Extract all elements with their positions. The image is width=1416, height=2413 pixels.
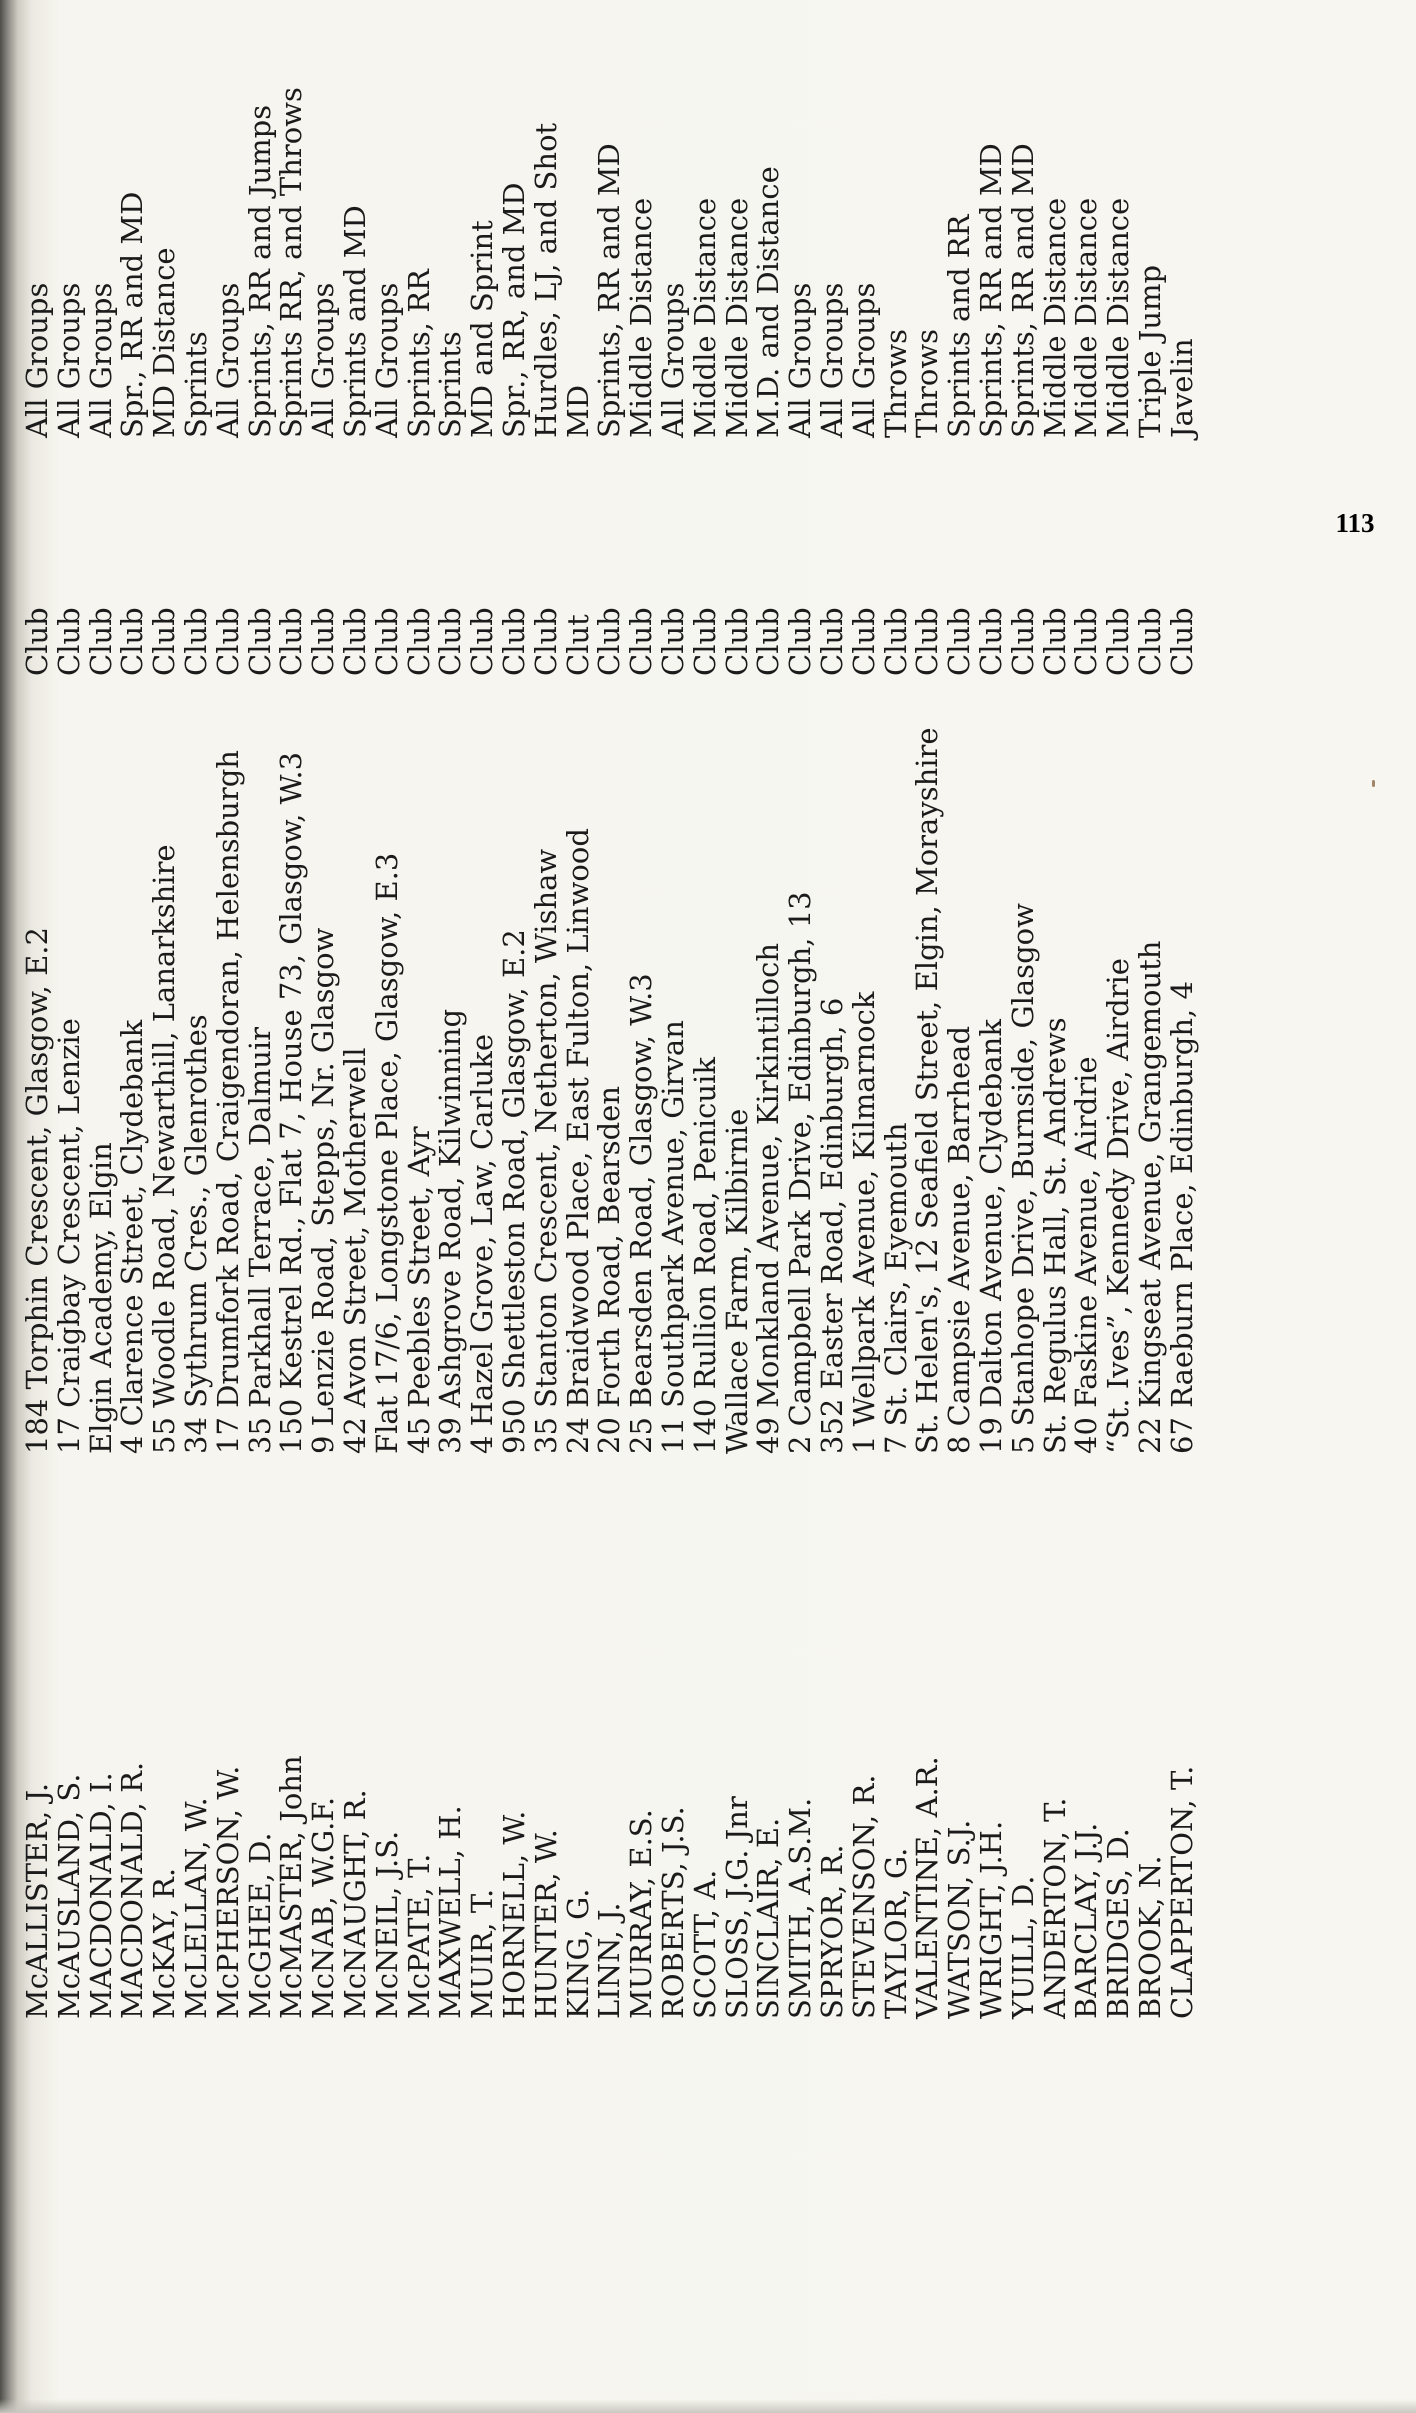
event-group: Sprints, RR xyxy=(401,269,436,438)
roster-row xyxy=(117,0,149,2019)
membership-type: Club xyxy=(115,607,150,676)
event-group: Sprints and RR xyxy=(942,214,977,438)
membership-type: Club xyxy=(1132,607,1167,676)
roster-row xyxy=(944,0,976,2019)
roster-row xyxy=(51,0,86,2019)
roster-row xyxy=(626,0,658,2019)
membership-type: Club xyxy=(1069,607,1104,676)
roster-row xyxy=(149,0,181,2019)
roster-row xyxy=(878,0,913,2019)
event-group: Sprints and MD xyxy=(337,205,372,438)
athlete-address: 40 Faskine Avenue, Airdrie xyxy=(1069,1056,1104,1454)
athlete-address: 55 Woodle Road, Newarthill, Lanarkshire xyxy=(147,844,182,1454)
athlete-name: STEVENSON, R. xyxy=(846,1774,881,2019)
event-group: All Groups xyxy=(369,282,404,438)
athlete-address: Elgin Academy, Elgin xyxy=(83,1142,118,1454)
roster-row xyxy=(1132,0,1167,2019)
event-group: All Groups xyxy=(51,282,86,438)
roster-row xyxy=(814,0,849,2019)
athlete-address: 4 Clarence Street, Clydebank xyxy=(115,1019,150,1454)
membership-type: Club xyxy=(401,607,436,676)
athlete-name: McNEIL, J.S. xyxy=(369,1830,404,2019)
athlete-address: 49 Monkland Avenue, Kirkintilloch xyxy=(751,943,786,1454)
membership-type: Clut xyxy=(560,614,595,676)
membership-type: Club xyxy=(814,607,849,676)
membership-type: Club xyxy=(274,607,309,676)
athlete-name: McPHERSON, W. xyxy=(210,1765,245,2019)
roster-row xyxy=(1164,0,1199,2019)
event-group: Sprints, RR and Jumps xyxy=(242,104,277,438)
page-bottom-edge xyxy=(0,2399,1416,2413)
athlete-address: 4 Hazel Grove, Law, Carluke xyxy=(465,1033,500,1454)
membership-type: Club xyxy=(592,607,627,676)
athlete-name: McGHEE, D. xyxy=(242,1832,277,2019)
event-group: All Groups xyxy=(783,282,818,438)
membership-type: Club xyxy=(465,607,500,676)
athlete-name: SPRYOR, R. xyxy=(814,1844,849,2019)
event-group: All Groups xyxy=(306,282,341,438)
athlete-name: HORNELL, W. xyxy=(496,1810,531,2019)
membership-type: Club xyxy=(878,607,913,676)
roster-row xyxy=(337,0,372,2019)
roster-row xyxy=(467,0,499,2019)
membership-type: Club xyxy=(83,607,118,676)
athlete-address: Wallace Farm, Kilbirnie xyxy=(719,1108,754,1454)
membership-type: Club xyxy=(783,607,818,676)
roster-row xyxy=(435,0,467,2019)
athlete-address: 19 Dalton Avenue, Clydebank xyxy=(973,1019,1008,1454)
roster-row xyxy=(655,0,690,2019)
event-group: All Groups xyxy=(20,282,54,438)
athlete-name: BARCLAY, J.J. xyxy=(1069,1822,1104,2019)
athlete-address: 1 Wellpark Avenue, Kilmarnock xyxy=(846,991,881,1454)
athlete-address: 5 Stanhope Drive, Burnside, Glasgow xyxy=(1005,903,1040,1454)
athlete-address: 22 Kingseat Avenue, Grangemouth xyxy=(1132,940,1167,1454)
membership-type: Club xyxy=(1101,607,1136,676)
event-group: Middle Distance xyxy=(719,197,754,438)
event-group: Sprints RR, and Throws xyxy=(274,87,309,438)
roster-row xyxy=(594,0,626,2019)
membership-type: Club xyxy=(433,607,468,676)
roster-row xyxy=(528,0,563,2019)
athlete-name: TAYLOR, G. xyxy=(878,1847,913,2019)
athlete-address: 20 Forth Road, Bearsden xyxy=(592,1085,627,1454)
athlete-address: 24 Braidwood Place, East Fulton, Linwood xyxy=(560,828,595,1454)
athlete-name: LINN, J. xyxy=(592,1902,627,2019)
event-group: Middle Distance xyxy=(1037,197,1072,438)
athlete-name: BROOK, N. xyxy=(1132,1855,1167,2019)
event-group: All Groups xyxy=(655,282,690,438)
membership-type: Club xyxy=(496,607,531,676)
membership-type: Club xyxy=(973,607,1008,676)
event-group: Throws xyxy=(910,328,945,438)
athlete-address: 184 Torphin Crescent, Glasgow, E.2 xyxy=(20,927,54,1454)
athlete-address: 17 Craigbay Crescent, Lenzie xyxy=(51,1018,86,1454)
athlete-name: MAXWELL, H. xyxy=(433,1805,468,2019)
athlete-address: 150 Kestrel Rd., Flat 7, House 73, Glasgow, W.3 xyxy=(274,751,309,1454)
athlete-address: 2 Campbell Park Drive, Edinburgh, 13 xyxy=(783,891,818,1454)
roster-row xyxy=(846,0,881,2019)
event-group: All Groups xyxy=(83,282,118,438)
athlete-name: McKAY, R. xyxy=(147,1867,182,2019)
athlete-address: 34 Sythrum Cres., Glenrothes xyxy=(178,1014,213,1454)
roster-row xyxy=(210,0,245,2019)
event-group: Middle Distance xyxy=(1101,197,1136,438)
athlete-name: VALENTINE, A.R. xyxy=(910,1756,945,2019)
membership-type: Club xyxy=(655,607,690,676)
athlete-address: “St. Ives”, Kennedy Drive, Airdrie xyxy=(1101,958,1136,1454)
membership-type: Club xyxy=(1005,607,1040,676)
roster-row xyxy=(496,0,531,2019)
event-group: MD xyxy=(560,385,595,438)
membership-type: Club xyxy=(1164,607,1199,676)
roster-row xyxy=(83,0,118,2019)
event-group: Throws xyxy=(878,328,913,438)
roster-row xyxy=(560,0,595,2019)
event-group: Middle Distance xyxy=(624,197,659,438)
athlete-name: McAUSLAND, S. xyxy=(51,1773,86,2019)
event-group: Middle Distance xyxy=(1069,197,1104,438)
athlete-address: 45 Peebles Street, Ayr xyxy=(401,1126,436,1454)
athlete-name: MUIR, T. xyxy=(465,1888,500,2019)
athlete-name: BRIDGES, D. xyxy=(1101,1828,1136,2019)
membership-type: Club xyxy=(528,607,563,676)
roster-row xyxy=(369,0,404,2019)
event-group: All Groups xyxy=(814,282,849,438)
roster-row xyxy=(242,0,277,2019)
roster-row xyxy=(401,0,436,2019)
athlete-name: McNAUGHT, R. xyxy=(337,1789,372,2019)
roster-row xyxy=(1071,0,1103,2019)
paper-speck xyxy=(1372,780,1375,787)
athlete-address: 25 Bearsden Road, Glasgow, W.3 xyxy=(624,973,659,1454)
roster-row xyxy=(687,0,722,2019)
roster-row xyxy=(276,0,308,2019)
roster-row xyxy=(912,0,944,2019)
athlete-name: ROBERTS, J.S. xyxy=(655,1806,690,2019)
event-group: Spr., RR, and MD xyxy=(496,182,531,438)
athlete-address: 9 Lenzie Road, Stepps, Nr. Glasgow xyxy=(306,927,341,1454)
athlete-name: HUNTER, W. xyxy=(528,1829,563,2019)
athlete-address: 8 Campsie Avenue, Barrhead xyxy=(942,1025,977,1454)
event-group: Middle Distance xyxy=(687,197,722,438)
event-group: Sprints, RR and MD xyxy=(592,143,627,438)
event-group: All Groups xyxy=(210,282,245,438)
athlete-address: 7 St. Clairs, Eyemouth xyxy=(878,1122,913,1454)
athlete-name: SCOTT, A. xyxy=(687,1869,722,2019)
athlete-address: 35 Stanton Crescent, Netherton, Wishaw xyxy=(528,848,563,1454)
athlete-roster-list xyxy=(22,0,1198,2019)
roster-row xyxy=(753,0,785,2019)
membership-type: Club xyxy=(910,607,945,676)
membership-type: Club xyxy=(20,607,54,676)
membership-type: Club xyxy=(242,607,277,676)
roster-row xyxy=(1037,0,1072,2019)
athlete-name: McNAB, W.G.F. xyxy=(306,1796,341,2019)
roster-row xyxy=(973,0,1008,2019)
membership-type: Club xyxy=(624,607,659,676)
athlete-address: 11 Southpark Avenue, Girvan xyxy=(655,1020,690,1454)
athlete-name: MACDONALD, R. xyxy=(115,1761,150,2019)
event-group: MD Distance xyxy=(147,247,182,438)
athlete-name: McMASTER, John xyxy=(274,1755,309,2019)
athlete-address: Flat 17/6, Longstone Place, Glasgow, E.3 xyxy=(369,852,404,1454)
event-group: Spr., RR and MD xyxy=(115,191,150,438)
roster-row xyxy=(719,0,754,2019)
athlete-name: WATSON, S.J. xyxy=(942,1819,977,2019)
event-group: MD and Sprint xyxy=(465,220,500,438)
athlete-address: 67 Raeburn Place, Edinburgh, 4 xyxy=(1164,981,1199,1454)
athlete-name: ANDERTON, T. xyxy=(1037,1797,1072,2019)
event-group: M.D. and Distance xyxy=(751,166,786,438)
athlete-address: 35 Parkhall Terrace, Dalmuir xyxy=(242,1026,277,1454)
membership-type: Club xyxy=(178,607,213,676)
event-group: Javelin xyxy=(1164,338,1199,438)
event-group: Sprints, RR and MD xyxy=(1005,143,1040,438)
athlete-address: 39 Ashgrove Road, Kilwinning xyxy=(433,1008,468,1454)
athlete-address: 17 Drumfork Road, Craigendoran, Helensburgh xyxy=(210,750,245,1454)
roster-row xyxy=(785,0,817,2019)
roster-row xyxy=(22,0,54,2019)
membership-type: Club xyxy=(51,607,86,676)
athlete-address: 140 Rullion Road, Penicuik xyxy=(687,1057,722,1454)
athlete-name: SLOSS, J.G. Jnr xyxy=(719,1796,754,2019)
athlete-name: McPATE, T. xyxy=(401,1853,436,2019)
athlete-address: St. Regulus Hall, St. Andrews xyxy=(1037,1017,1072,1454)
event-group: Triple Jump xyxy=(1132,264,1167,438)
event-group: Hurdles, LJ, and Shot xyxy=(528,122,563,438)
membership-type: Club xyxy=(846,607,881,676)
roster-row xyxy=(1103,0,1135,2019)
roster-row xyxy=(308,0,340,2019)
membership-type: Club xyxy=(719,607,754,676)
athlete-name: MURRAY, E.S. xyxy=(624,1809,659,2019)
athlete-name: MACDONALD, I. xyxy=(83,1772,118,2019)
athlete-name: WRIGHT, J.H. xyxy=(973,1820,1008,2019)
event-group: Sprints xyxy=(433,331,468,438)
athlete-name: CLAPPERTON, T. xyxy=(1164,1765,1199,2019)
athlete-name: SMITH, A.S.M. xyxy=(783,1797,818,2019)
membership-type: Club xyxy=(306,607,341,676)
page-number: 113 xyxy=(1335,508,1375,538)
membership-type: Club xyxy=(337,607,372,676)
roster-row xyxy=(178,0,213,2019)
roster-row xyxy=(1005,0,1040,2019)
athlete-name: KING, G. xyxy=(560,1888,595,2019)
athlete-name: YUILL, D. xyxy=(1005,1875,1040,2019)
event-group: Sprints xyxy=(178,331,213,438)
event-group: All Groups xyxy=(846,282,881,438)
athlete-address: 42 Avon Street, Motherwell xyxy=(337,1047,372,1454)
athlete-name: McLELLAN, W. xyxy=(178,1797,213,2019)
membership-type: Club xyxy=(147,607,182,676)
event-group: Sprints, RR and MD xyxy=(973,143,1008,438)
athlete-address: St. Helen's, 12 Seafield Street, Elgin, Morayshire xyxy=(910,727,945,1454)
athlete-name: SINCLAIR, E. xyxy=(751,1817,786,2019)
athlete-address: 950 Shettleston Road, Glasgow, E.2 xyxy=(496,929,531,1454)
membership-type: Club xyxy=(942,607,977,676)
athlete-name: McALLISTER, J. xyxy=(20,1782,54,2019)
membership-type: Club xyxy=(210,607,245,676)
membership-type: Club xyxy=(369,607,404,676)
membership-type: Club xyxy=(751,607,786,676)
athlete-address: 352 Easter Road, Edinburgh, 6 xyxy=(814,997,849,1454)
membership-type: Club xyxy=(687,607,722,676)
membership-type: Club xyxy=(1037,607,1072,676)
